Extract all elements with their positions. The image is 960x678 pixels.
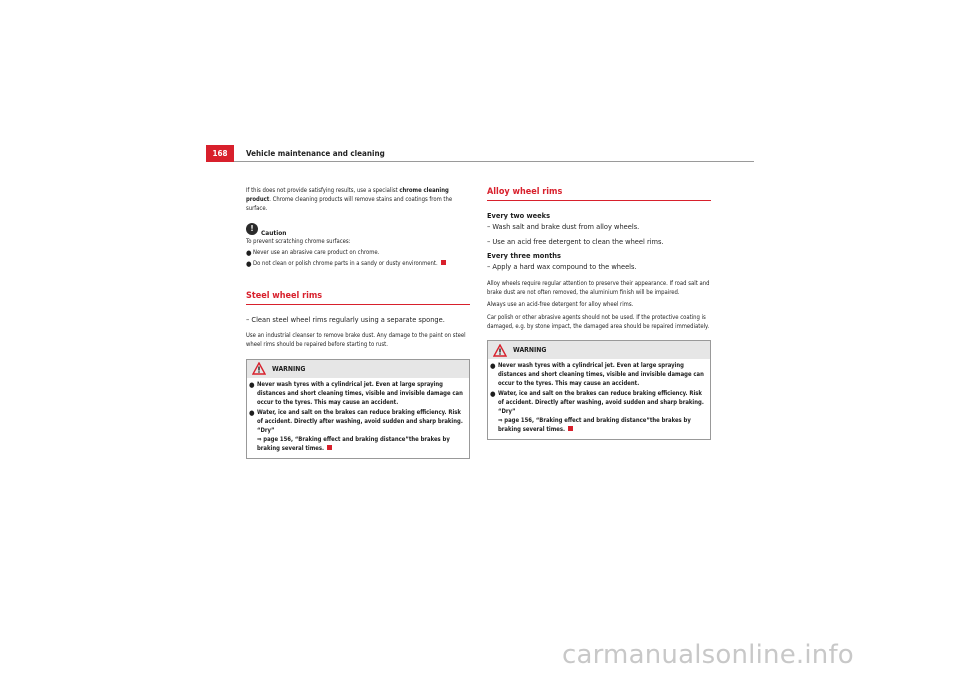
caution-bullet: ● Never use an abrasive care product on chrome. bbox=[246, 248, 380, 257]
warning-triangle-icon bbox=[493, 344, 507, 357]
warning-label: WARNING bbox=[513, 346, 547, 355]
alloy-step: – Wash salt and brake dust from alloy wheels. bbox=[487, 222, 640, 231]
left-column bbox=[246, 187, 470, 459]
warning-item: ● Never wash tyres with a cylindrical jet. Even at large spraying distances and short cleaning times, visible and invisible damage can occur to the tyres. This may cause an accident. bbox=[249, 380, 463, 406]
chapter-title: Vehicle maintenance and cleaning bbox=[246, 149, 385, 158]
warning-box bbox=[246, 359, 470, 459]
alloy-paragraph: Alloy wheels require regular attention to preserve their appearance. If road salt and brake dust are not often removed, the aluminium finish will be impaired. bbox=[487, 281, 710, 297]
bullet-icon: ● bbox=[490, 362, 496, 371]
warning-label: WARNING bbox=[272, 364, 306, 373]
alloy-step: – Apply a hard wax compound to the wheels. bbox=[487, 262, 637, 271]
right-column bbox=[487, 187, 711, 440]
caution-bullet: ● Do not clean or polish chrome parts in a sandy or dusty environment. bbox=[246, 260, 470, 269]
warning-box bbox=[487, 340, 711, 440]
steel-rims-heading: Steel wheel rims bbox=[246, 291, 470, 305]
warning-body bbox=[488, 359, 710, 439]
header-divider bbox=[234, 161, 754, 162]
caution-icon: ! bbox=[246, 223, 258, 235]
caution-label: Caution bbox=[261, 228, 287, 237]
bullet-icon: ● bbox=[490, 390, 496, 399]
bullet-icon: ● bbox=[246, 248, 252, 257]
page-reference-link[interactable]: page 156, “Braking effect and braking distance”the brakes by braking several times. bbox=[257, 436, 450, 452]
alloy-paragraph: Car polish or other abrasive agents should not be used. If the protective coating is damaged, e.g. by stone impact, the damaged area should be repaired immediately. bbox=[487, 314, 710, 330]
caution-heading bbox=[246, 221, 470, 237]
bullet-icon: ● bbox=[249, 408, 255, 417]
warning-header bbox=[488, 341, 710, 359]
alloy-step: – Use an acid free detergent to clean the wheel rims. bbox=[487, 237, 664, 246]
chrome-product-term: chrome cleaning product bbox=[246, 188, 449, 204]
section-end-icon bbox=[327, 445, 332, 450]
caution-text: To prevent scratching chrome surfaces: bbox=[246, 238, 351, 245]
alloy-subheading-three-months: Every three months bbox=[487, 251, 561, 260]
page-reference-link[interactable]: page 156, “Braking effect and braking distance”the brakes by braking several times. bbox=[498, 418, 691, 434]
page-reference-arrow-icon: ⇒ bbox=[498, 418, 503, 425]
warning-header bbox=[247, 360, 469, 378]
section-end-icon bbox=[441, 260, 446, 265]
warning-body bbox=[247, 378, 469, 458]
page-number: 168 bbox=[206, 145, 234, 162]
alloy-subheading-two-weeks: Every two weeks bbox=[487, 211, 551, 220]
warning-triangle-icon bbox=[252, 362, 266, 375]
warning-item: ● Water, ice and salt on the brakes can reduce braking efficiency. Risk of accident. Directly after washing, avoid sudden and sharp braking. “Dry” ⇒ page 156, “Braking effect and braking distance”the brakes by braking several times. bbox=[490, 390, 704, 434]
warning-item: ● Never wash tyres with a cylindrical jet. Even at large spraying distances and short cleaning times, visible and invisible damage can occur to the tyres. This may cause an accident. bbox=[490, 362, 704, 388]
section-end-icon bbox=[568, 426, 573, 431]
chrome-intro-paragraph: If this does not provide satisfying results, use a specialist chrome cleaning product. Chrome cleaning products will remove stains and coatings from the surface. bbox=[246, 188, 453, 213]
page-reference-arrow-icon: ⇒ bbox=[257, 436, 262, 443]
warning-item: ● Water, ice and salt on the brakes can reduce braking efficiency. Risk of accident. Directly after washing, avoid sudden and sharp braking. “Dry” ⇒ page 156, “Braking effect and braking distance”the brakes by braking several times. bbox=[249, 408, 463, 452]
alloy-paragraph: Always use an acid-free detergent for alloy wheel rims. bbox=[487, 302, 634, 309]
alloy-rims-heading: Alloy wheel rims bbox=[487, 187, 711, 201]
steel-paragraph: Use an industrial cleanser to remove brake dust. Any damage to the paint on steel wheel rims should be repaired before starting to rust. bbox=[246, 333, 466, 349]
bullet-icon: ● bbox=[249, 380, 255, 389]
watermark: carmanualsonline.info bbox=[562, 640, 854, 670]
steel-step: – Clean steel wheel rims regularly using a separate sponge. bbox=[246, 315, 445, 325]
bullet-icon: ● bbox=[246, 260, 252, 269]
